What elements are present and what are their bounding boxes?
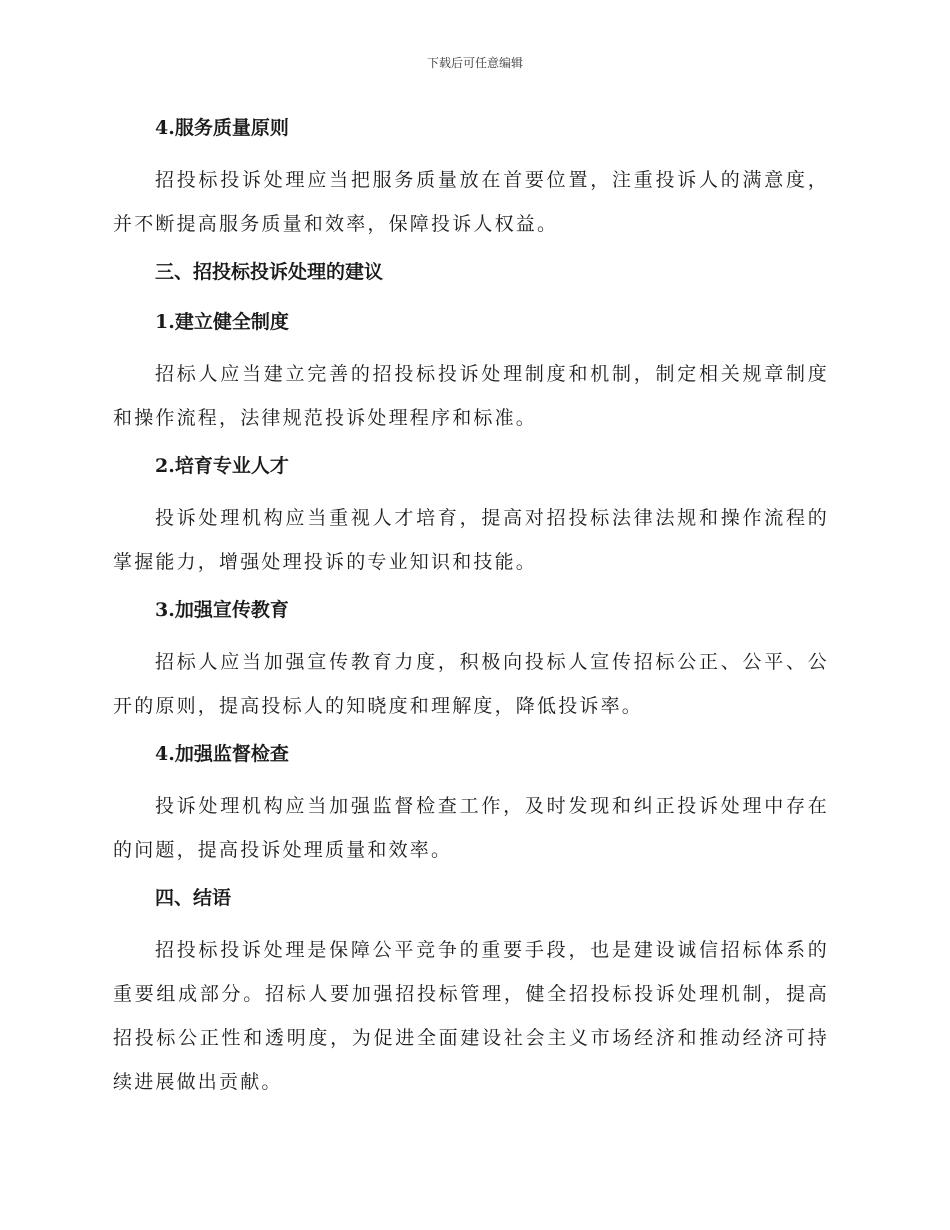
paragraph-service-quality: 招投标投诉处理应当把服务质量放在首要位置，注重投诉人的满意度，并不断提高服务质量和效率，保障投诉人权益。	[113, 169, 829, 235]
section-heading-service-quality: 4.服务质量原则	[155, 117, 289, 139]
section-heading-system: 1.建立健全制度	[155, 311, 289, 333]
paragraph-publicity: 招标人应当加强宣传教育力度，积极向投标人宣传招标公正、公平、公开的原则，提高投标人的知晓度和理解度，降低投诉率。	[113, 651, 829, 717]
chapter-heading-conclusion: 四、结语	[155, 887, 232, 909]
header-note: 下载后可任意编辑	[426, 56, 523, 70]
paragraph-talent: 投诉处理机构应当重视人才培育，提高对招投标法律法规和操作流程的掌握能力，增强处理投诉的专业知识和技能。	[113, 507, 829, 573]
document-body	[113, 108, 829, 1110]
section-heading-talent: 2.培育专业人才	[155, 455, 289, 477]
paragraph-system: 招标人应当建立完善的招投标投诉处理制度和机制，制定相关规章制度和操作流程，法律规范投诉处理程序和标准。	[113, 363, 829, 429]
paragraph-conclusion: 招投标投诉处理是保障公平竞争的重要手段，也是建设诚信招标体系的重要组成部分。招标人要加强招投标管理，健全招投标投诉处理机制，提高招投标公正性和透明度，为促进全面建设社会主义市场经济和推动经济可持续进展做出贡献。	[113, 939, 829, 1093]
section-heading-supervision: 4.加强监督检查	[155, 743, 289, 765]
section-heading-publicity: 3.加强宣传教育	[155, 599, 289, 621]
chapter-heading-suggestions: 三、招投标投诉处理的建议	[155, 261, 384, 283]
paragraph-supervision: 投诉处理机构应当加强监督检查工作，及时发现和纠正投诉处理中存在的问题，提高投诉处理质量和效率。	[113, 795, 829, 861]
